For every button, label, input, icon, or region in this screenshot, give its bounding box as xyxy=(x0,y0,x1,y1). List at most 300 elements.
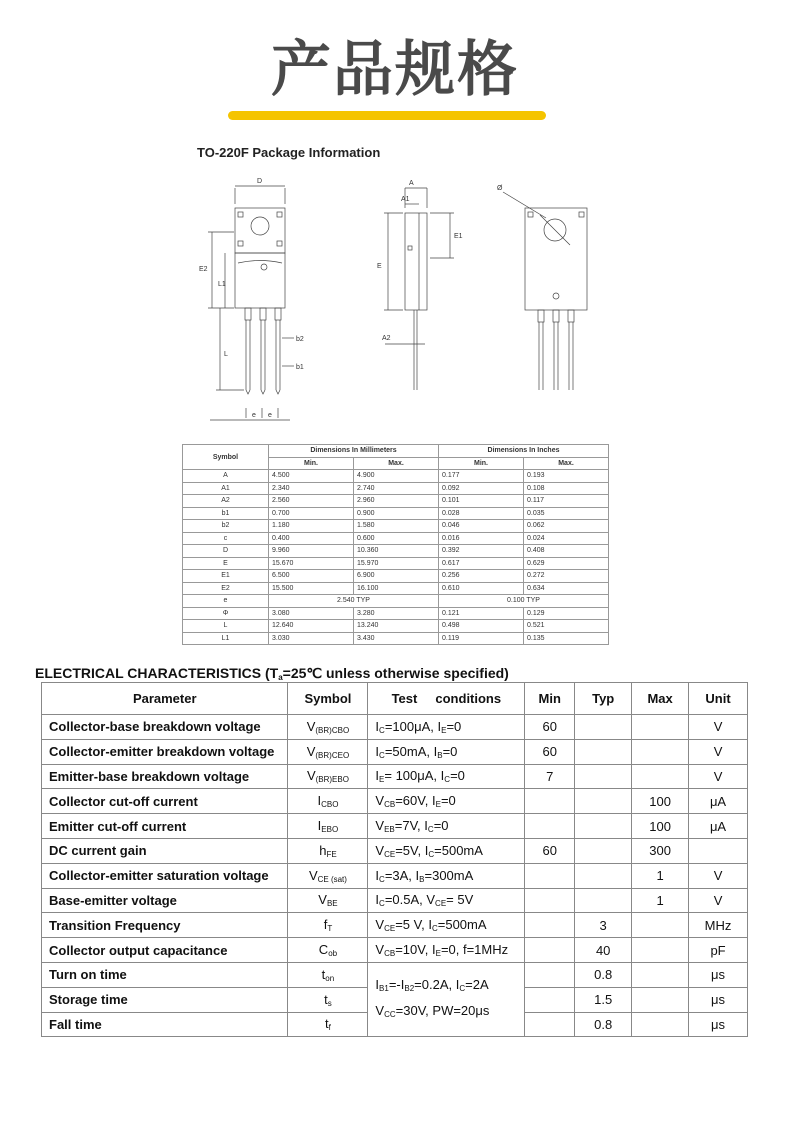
cond-sub: CB xyxy=(384,800,396,810)
spec-unit: V xyxy=(689,863,748,888)
spec-typ xyxy=(575,888,632,913)
spec-max xyxy=(632,913,689,938)
cond-val: =10V, xyxy=(395,942,432,958)
spec-max: 1 xyxy=(632,863,689,888)
spec-min: 60 xyxy=(525,838,575,863)
dim-header-mm: Dimensions In Millimeters xyxy=(269,445,439,458)
dim-row xyxy=(183,632,609,645)
cond-sub: B1 xyxy=(379,983,389,993)
cond-var: V xyxy=(375,842,385,858)
cond-var: I xyxy=(428,917,432,933)
cond-val: =500mA xyxy=(434,842,483,858)
dim-cell-mm-max: 13.240 xyxy=(354,620,439,633)
dim-row xyxy=(183,607,609,620)
dim-cell-sym: A xyxy=(183,470,269,483)
cond-val: =0, f=1MHz xyxy=(440,942,509,958)
spec-min xyxy=(525,913,575,938)
dim-cell-in-max: 0.629 xyxy=(524,557,609,570)
electrical-table xyxy=(41,682,748,1037)
spec-min xyxy=(525,888,575,913)
cond-var: I xyxy=(375,976,380,992)
dim-cell-in-min: 0.256 xyxy=(439,570,524,583)
cond-sub: B xyxy=(419,874,425,884)
spec-symbol xyxy=(288,913,368,938)
dim-cell-in-min: 0.016 xyxy=(439,532,524,545)
dim-row xyxy=(183,557,609,570)
cond-sub: C xyxy=(379,725,385,735)
cond-var: I xyxy=(375,892,380,908)
symbol-subscript: ob xyxy=(328,949,338,959)
cond-sub: C xyxy=(431,924,438,934)
dim-cell-in-min: 0.028 xyxy=(439,507,524,520)
dim-header-mm-min: Min. xyxy=(269,457,354,470)
switching-cond-line-1 xyxy=(375,974,520,1000)
spec-typ: 40 xyxy=(575,938,632,963)
cond-var: I xyxy=(437,718,442,734)
dim-cell-in-min: 0.610 xyxy=(439,582,524,595)
cond-val: =5V, xyxy=(395,842,425,858)
spec-typ xyxy=(575,863,632,888)
spec-symbol xyxy=(288,863,368,888)
dim-cell-in-max: 0.135 xyxy=(524,632,609,645)
spec-typ: 1.5 xyxy=(575,987,632,1012)
cond-sub: E xyxy=(441,725,447,735)
cond-var: I xyxy=(431,942,436,958)
dim-row xyxy=(183,482,609,495)
spec-unit: V xyxy=(689,888,748,913)
dim-cell-sym: b1 xyxy=(183,507,269,520)
spec-row xyxy=(42,888,748,913)
spec-max xyxy=(632,987,689,1012)
spec-conditions-switching xyxy=(368,962,525,1036)
symbol-letter: V xyxy=(308,867,318,883)
dim-cell-mm-max: 6.900 xyxy=(354,570,439,583)
dim-cell-mm-max: 3.430 xyxy=(354,632,439,645)
cond-var: I xyxy=(424,818,428,834)
spec-typ xyxy=(575,739,632,764)
cond-val: =30V, PW=20μs xyxy=(395,1002,490,1018)
cond-val: =3A, xyxy=(384,867,416,883)
spec-symbol xyxy=(288,987,368,1012)
spec-max xyxy=(632,962,689,987)
dim-cell-mm-min: 0.700 xyxy=(269,507,354,520)
spec-max: 100 xyxy=(632,814,689,839)
dim-cell-sym: e xyxy=(183,595,269,608)
spec-min xyxy=(525,962,575,987)
spec-max: 1 xyxy=(632,888,689,913)
dim-cell-in-max: 0.193 xyxy=(524,470,609,483)
spec-min xyxy=(525,938,575,963)
cond-sub: B xyxy=(437,750,443,760)
dim-cell-sym: c xyxy=(183,532,269,545)
spec-conditions xyxy=(368,838,525,863)
symbol-letter: I xyxy=(317,793,322,809)
dim-cell-in-min: 0.617 xyxy=(439,557,524,570)
dim-cell-in-max: 0.062 xyxy=(524,520,609,533)
spec-conditions xyxy=(368,715,525,740)
cond-var: V xyxy=(375,1002,385,1018)
spec-parameter: Collector-emitter breakdown voltage xyxy=(42,739,288,764)
spec-row xyxy=(42,913,748,938)
dim-row xyxy=(183,570,609,583)
spec-unit: μs xyxy=(689,987,748,1012)
cond-var: V xyxy=(375,818,385,834)
dim-label-e-2: e xyxy=(268,412,272,419)
col-unit: Unit xyxy=(689,683,748,715)
dim-cell-mm-min: 15.500 xyxy=(269,582,354,595)
cond-sub: C xyxy=(444,775,451,785)
dim-label-phi: Ø xyxy=(497,185,503,192)
spec-row xyxy=(42,962,748,987)
symbol-subscript: EBO xyxy=(321,825,339,835)
spec-typ xyxy=(575,838,632,863)
spec-parameter: Collector-emitter saturation voltage xyxy=(42,863,288,888)
cond-sub: CB xyxy=(384,949,396,959)
dim-cell-mm-min: 3.030 xyxy=(269,632,354,645)
dim-cell-in-min: 0.046 xyxy=(439,520,524,533)
dim-row xyxy=(183,495,609,508)
spec-symbol xyxy=(288,888,368,913)
dim-cell-in-max: 0.035 xyxy=(524,507,609,520)
cond-val: =2A xyxy=(465,976,489,992)
cond-sub: CE xyxy=(384,924,396,934)
spec-parameter: Turn on time xyxy=(42,962,288,987)
symbol-letter: C xyxy=(318,942,329,958)
dim-cell-in-min: 0.119 xyxy=(439,632,524,645)
cond-sub: CE xyxy=(384,849,396,859)
dim-label-l1: L1 xyxy=(218,281,226,288)
dim-cell-mm-max: 0.900 xyxy=(354,507,439,520)
spec-parameter: Fall time xyxy=(42,1012,288,1037)
dim-cell-mm-min: 6.500 xyxy=(269,570,354,583)
dim-cell-sym: L xyxy=(183,620,269,633)
spec-min xyxy=(525,1012,575,1037)
spec-unit: pF xyxy=(689,938,748,963)
spec-parameter: Collector cut-off current xyxy=(42,789,288,814)
dim-cell-in-max: 0.108 xyxy=(524,482,609,495)
spec-typ xyxy=(575,814,632,839)
spec-row xyxy=(42,814,748,839)
dim-cell-mm-max: 16.100 xyxy=(354,582,439,595)
dim-label-a2: A2 xyxy=(382,335,391,342)
spec-typ xyxy=(575,789,632,814)
spec-typ: 0.8 xyxy=(575,962,632,987)
spec-conditions xyxy=(368,764,525,789)
dim-cell-sym: Φ xyxy=(183,607,269,620)
cond-var: I xyxy=(375,743,380,759)
cond-sub: C xyxy=(459,983,466,993)
dim-cell-in-max: 0.408 xyxy=(524,545,609,558)
dim-cell-in-min: 0.498 xyxy=(439,620,524,633)
dim-cell-in-min: 0.101 xyxy=(439,495,524,508)
dim-cell-in-span: 0.100 TYP xyxy=(439,595,609,608)
dim-label-b1: b1 xyxy=(296,364,304,371)
spec-conditions xyxy=(368,938,525,963)
electrical-heading-pre: ELECTRICAL CHARACTERISTICS (T xyxy=(35,665,279,681)
cond-var: I xyxy=(455,976,460,992)
spec-unit: μs xyxy=(689,962,748,987)
cond-sub: C xyxy=(379,874,385,884)
dim-cell-mm-max: 4.900 xyxy=(354,470,439,483)
dim-cell-mm-max: 15.970 xyxy=(354,557,439,570)
spec-max: 100 xyxy=(632,789,689,814)
dim-cell-mm-max: 2.960 xyxy=(354,495,439,508)
spec-conditions xyxy=(368,739,525,764)
dim-row xyxy=(183,620,609,633)
dim-row xyxy=(183,532,609,545)
symbol-subscript: (BR)EBO xyxy=(315,775,349,785)
spec-max xyxy=(632,715,689,740)
cond-val: =0.2A, xyxy=(414,976,456,992)
spec-max xyxy=(632,938,689,963)
dim-cell-mm-max: 2.740 xyxy=(354,482,439,495)
spec-min xyxy=(525,789,575,814)
spec-symbol xyxy=(288,838,368,863)
cond-val: = 100μA, xyxy=(384,768,441,784)
symbol-letter: t xyxy=(324,991,328,1007)
dim-row xyxy=(183,507,609,520)
dim-header-symbol: Symbol xyxy=(183,445,269,470)
spec-min: 7 xyxy=(525,764,575,789)
dim-cell-mm-min: 2.560 xyxy=(269,495,354,508)
package-heading: TO-220F Package Information xyxy=(197,145,381,160)
dim-header-mm-max: Max. xyxy=(354,457,439,470)
spec-row xyxy=(42,938,748,963)
spec-unit: V xyxy=(689,739,748,764)
cond-val: = 5V xyxy=(446,892,474,908)
cond-val: =0 xyxy=(446,718,462,734)
symbol-subscript: s xyxy=(327,998,332,1008)
cond-val: =0 xyxy=(442,743,458,759)
symbol-subscript: (BR)CEO xyxy=(315,750,350,760)
spec-row xyxy=(42,764,748,789)
spec-unit: μA xyxy=(689,814,748,839)
dim-cell-in-max: 0.521 xyxy=(524,620,609,633)
col-min: Min xyxy=(525,683,575,715)
switching-cond-line-2 xyxy=(375,1000,520,1026)
dim-cell-mm-min: 4.500 xyxy=(269,470,354,483)
spec-parameter: DC current gain xyxy=(42,838,288,863)
spec-conditions xyxy=(368,913,525,938)
dim-cell-in-min: 0.092 xyxy=(439,482,524,495)
cond-var: V xyxy=(375,942,385,958)
cond-var: I xyxy=(424,842,429,858)
col-typ: Typ xyxy=(575,683,632,715)
cond-sub: EB xyxy=(384,825,395,835)
spec-row xyxy=(42,838,748,863)
dim-cell-mm-max: 1.580 xyxy=(354,520,439,533)
spec-parameter: Storage time xyxy=(42,987,288,1012)
spec-parameter: Emitter cut-off current xyxy=(42,814,288,839)
cond-var: I xyxy=(433,743,438,759)
spec-conditions xyxy=(368,863,525,888)
spec-min: 60 xyxy=(525,739,575,764)
col-symbol: Symbol xyxy=(288,683,368,715)
cond-var: V xyxy=(375,793,385,809)
spec-conditions xyxy=(368,814,525,839)
symbol-letter: V xyxy=(318,892,327,908)
title-underline xyxy=(228,111,546,120)
dim-cell-mm-min: 3.080 xyxy=(269,607,354,620)
electrical-heading-post: =25℃ unless otherwise specified) xyxy=(282,665,509,681)
front-view xyxy=(199,178,304,420)
dim-cell-in-min: 0.392 xyxy=(439,545,524,558)
dim-cell-in-max: 0.117 xyxy=(524,495,609,508)
spec-parameter: Emitter-base breakdown voltage xyxy=(42,764,288,789)
dim-cell-mm-span: 2.540 TYP xyxy=(269,595,439,608)
cond-var: I xyxy=(440,768,445,784)
cond-val: =5 V, xyxy=(395,917,429,933)
spec-row xyxy=(42,863,748,888)
cond-var: I xyxy=(415,867,420,883)
cond-var: I xyxy=(431,793,436,809)
dim-cell-sym: A1 xyxy=(183,482,269,495)
dim-header-in-max: Max. xyxy=(524,457,609,470)
spec-unit xyxy=(689,838,748,863)
cond-var: V xyxy=(375,917,385,933)
dim-cell-sym: E2 xyxy=(183,582,269,595)
dim-cell-mm-max: 3.280 xyxy=(354,607,439,620)
col-conditions: Test conditions xyxy=(368,683,525,715)
cond-var: I xyxy=(375,718,380,734)
spec-symbol xyxy=(288,962,368,987)
spec-symbol xyxy=(288,739,368,764)
symbol-subscript: BE xyxy=(326,899,338,909)
spec-unit: MHz xyxy=(689,913,748,938)
cond-val: =0 xyxy=(433,818,449,834)
cond-var: V xyxy=(426,892,436,908)
cond-val: =60V, xyxy=(395,793,432,809)
dim-label-e-1: e xyxy=(252,412,256,419)
spec-unit: μA xyxy=(689,789,748,814)
symbol-subscript: CBO xyxy=(321,800,339,810)
dim-cell-in-max: 0.634 xyxy=(524,582,609,595)
spec-max: 300 xyxy=(632,838,689,863)
dim-row xyxy=(183,470,609,483)
cond-val: =100μA, xyxy=(384,718,438,734)
symbol-subscript: CE (sat) xyxy=(317,874,347,884)
symbol-letter: V xyxy=(306,743,316,759)
cond-sub: C xyxy=(428,849,435,859)
page-title: 产品规格 xyxy=(271,35,519,105)
symbol-subscript: FE xyxy=(326,849,337,859)
dimension-table xyxy=(182,444,609,645)
electrical-heading-sub: a xyxy=(278,673,283,682)
symbol-letter: h xyxy=(319,842,327,858)
cond-sub: CE xyxy=(435,899,447,909)
side-view xyxy=(377,180,463,390)
dim-cell-mm-min: 1.180 xyxy=(269,520,354,533)
dim-row xyxy=(183,545,609,558)
dim-cell-sym: D xyxy=(183,545,269,558)
cond-val: =- xyxy=(388,976,401,992)
spec-conditions xyxy=(368,888,525,913)
cond-val: =7V, xyxy=(394,818,425,834)
cond-sub: E xyxy=(379,775,385,785)
dim-label-d: D xyxy=(257,178,263,185)
dim-cell-in-min: 0.121 xyxy=(439,607,524,620)
spec-parameter: Collector output capacitance xyxy=(42,938,288,963)
dim-label-l: L xyxy=(224,351,228,358)
dim-cell-mm-max: 0.600 xyxy=(354,532,439,545)
dim-label-b2: b2 xyxy=(296,336,304,343)
col-max: Max xyxy=(632,683,689,715)
spec-row xyxy=(42,789,748,814)
dim-row xyxy=(183,520,609,533)
spec-conditions xyxy=(368,789,525,814)
symbol-letter: f xyxy=(323,917,328,933)
cond-sub: C xyxy=(427,825,434,835)
dim-cell-mm-max: 10.360 xyxy=(354,545,439,558)
spec-typ: 3 xyxy=(575,913,632,938)
dim-cell-in-max: 0.129 xyxy=(524,607,609,620)
symbol-letter: V xyxy=(306,718,316,734)
spec-typ: 0.8 xyxy=(575,1012,632,1037)
cond-sub: E xyxy=(435,800,441,810)
cond-val: =0 xyxy=(440,793,456,809)
symbol-letter: t xyxy=(321,966,326,982)
back-view xyxy=(497,185,587,390)
dim-cell-mm-min: 12.640 xyxy=(269,620,354,633)
spec-symbol xyxy=(288,715,368,740)
cond-val: =300mA xyxy=(424,867,474,883)
cond-sub: E xyxy=(435,949,441,959)
dim-row xyxy=(183,582,609,595)
dim-cell-in-max: 0.024 xyxy=(524,532,609,545)
spec-symbol xyxy=(288,789,368,814)
dim-cell-mm-min: 0.400 xyxy=(269,532,354,545)
symbol-letter: I xyxy=(317,818,322,834)
dim-cell-sym: E xyxy=(183,557,269,570)
package-outline-drawing xyxy=(190,168,610,438)
spec-row xyxy=(42,715,748,740)
cond-sub: CC xyxy=(384,1009,396,1019)
spec-parameter: Base-emitter voltage xyxy=(42,888,288,913)
dim-label-e: E xyxy=(377,263,382,270)
cond-sub: C xyxy=(379,750,385,760)
spec-max xyxy=(632,764,689,789)
dim-cell-sym: L1 xyxy=(183,632,269,645)
cond-var: I xyxy=(400,976,405,992)
spec-min: 60 xyxy=(525,715,575,740)
symbol-letter: V xyxy=(306,768,316,784)
spec-unit: V xyxy=(689,715,748,740)
cond-val: =50mA, xyxy=(384,743,434,759)
symbol-letter: t xyxy=(325,1016,329,1032)
cond-val: =0 xyxy=(450,768,465,784)
symbol-subscript: on xyxy=(325,973,335,983)
cond-var: I xyxy=(375,867,380,883)
symbol-subscript: T xyxy=(327,924,333,934)
dim-header-in: Dimensions In Inches xyxy=(439,445,609,458)
symbol-subscript: f xyxy=(328,1023,331,1033)
dim-cell-sym: A2 xyxy=(183,495,269,508)
spec-row xyxy=(42,739,748,764)
symbol-subscript: (BR)CBO xyxy=(315,725,350,735)
spec-min xyxy=(525,814,575,839)
dim-cell-mm-min: 15.670 xyxy=(269,557,354,570)
spec-symbol xyxy=(288,938,368,963)
dim-cell-in-min: 0.177 xyxy=(439,470,524,483)
electrical-heading xyxy=(35,665,509,682)
spec-min xyxy=(525,987,575,1012)
spec-parameter: Collector-base breakdown voltage xyxy=(42,715,288,740)
cond-sub: B2 xyxy=(404,983,415,993)
cond-sub: C xyxy=(379,899,385,909)
dim-label-e1: E1 xyxy=(454,233,463,240)
dim-label-a: A xyxy=(409,180,414,187)
dim-cell-in-max: 0.272 xyxy=(524,570,609,583)
